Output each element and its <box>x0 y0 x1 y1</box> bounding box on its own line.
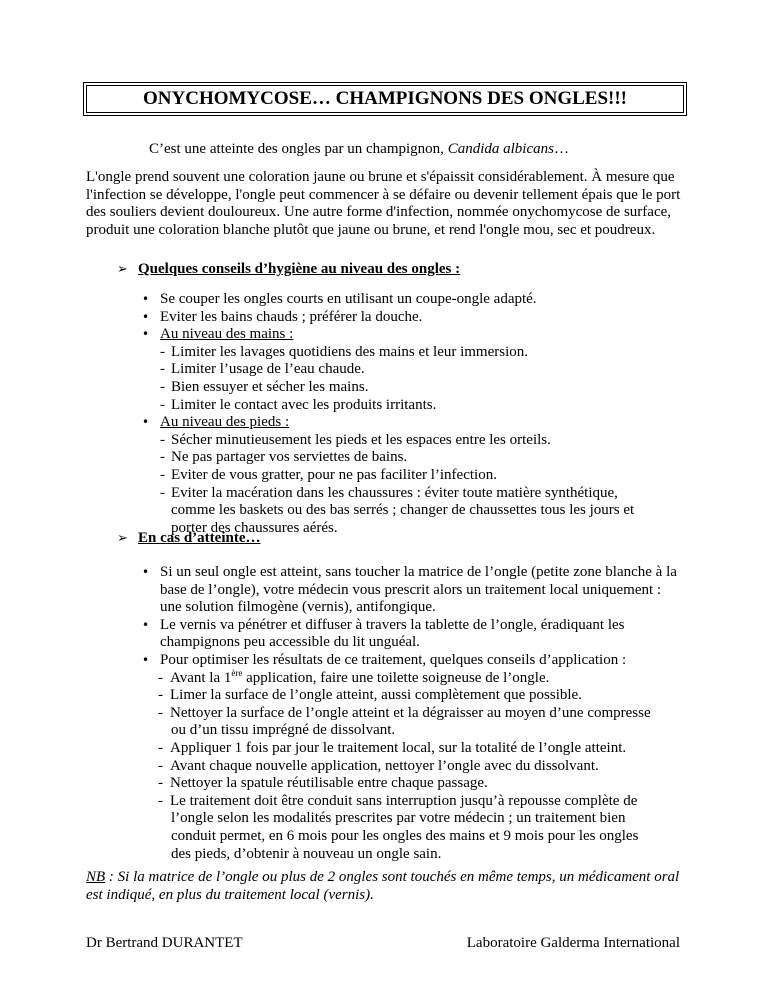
section1-heading-text: Quelques conseils d’hygiène au niveau des ongles : <box>138 261 461 277</box>
nb-text: : Si la matrice de l’ongle ou plus de 2 ongles sont touchés en même temps, un médicament oral est indiqué, en plus du traitement local (vernis). <box>86 869 680 903</box>
step-continuation: ou d’un tissu imprégné de dissolvant. <box>171 722 396 739</box>
arrow-bullet-icon: ➢ <box>117 531 128 546</box>
feet-label: Au niveau des pieds : <box>160 414 290 431</box>
intro-line <box>149 141 569 159</box>
list-item: - Limiter l’usage de l’eau chaude. <box>160 361 365 378</box>
step-continuation: l’ongle selon les modalités prescrites par votre médecin ; un traitement bien <box>171 810 626 827</box>
step-item: - Nettoyer la spatule réutilisable entre chaque passage. <box>158 775 488 792</box>
list-item: - Eviter de vous gratter, pour ne pas faciliter l’infection. <box>160 466 497 483</box>
hands-group <box>142 326 682 344</box>
list-item: • Le vernis va pénétrer et diffuser à travers la tablette de l’ongle, éradiquant les champignons peu accessible du lit unguéal. <box>142 617 682 652</box>
hygiene-list <box>142 291 682 537</box>
step-item: - Nettoyer la surface de l’ongle atteint et la dégraisser au moyen d’une compresse <box>158 704 651 721</box>
list-item: • Si un seul ongle est atteint, sans toucher la matrice de l’ongle (petite zone blanche à la base de l’ongle), votre médecin vous prescrit alors un traitement local uniquement : une solution filmogène (vernis), antifongique. <box>142 564 682 617</box>
list-item: - Limiter les lavages quotidiens des mains et leur immersion. <box>160 343 529 360</box>
step-item: - Le traitement doit être conduit sans interruption jusqu’à repousse complète de <box>158 792 638 809</box>
page-title: ONYCHOMYCOSE… CHAMPIGNONS DES ONGLES!!! <box>86 85 684 113</box>
footer-author: Dr Bertrand DURANTET <box>86 935 243 951</box>
species-name: Candida albicans <box>447 141 554 157</box>
list-item-continuation: comme les baskets ou des bas serrés ; changer de chaussettes tous les jours et <box>171 502 635 519</box>
list-item: • Eviter les bains chauds ; préférer la douche. <box>142 309 682 327</box>
section2-heading-text: En cas d’atteinte… <box>138 530 261 546</box>
list-item: - Eviter la macération dans les chaussures : éviter toute matière synthétique, <box>160 484 618 501</box>
list-item: - Sécher minutieusement les pieds et les espaces entre les orteils. <box>160 431 551 448</box>
treatment-list <box>142 564 682 863</box>
hands-label: Au niveau des mains : <box>160 326 294 343</box>
list-item: - Bien essuyer et sécher les mains. <box>160 378 369 395</box>
list-item: • Se couper les ongles courts en utilisant un coupe-ongle adapté. <box>142 291 682 309</box>
footer-lab: Laboratoire Galderma International <box>466 935 680 951</box>
feet-group <box>142 414 682 432</box>
nb-label: NB <box>86 869 106 885</box>
list-item: - Limiter le contact avec les produits irritants. <box>160 396 437 413</box>
step-continuation: des pieds, d’obtenir à nouveau un ongle sain. <box>171 845 442 862</box>
intro-ellipsis: … <box>553 141 569 157</box>
nb-note <box>86 869 686 904</box>
arrow-bullet-icon: ➢ <box>117 262 128 277</box>
intro-text: C’est une atteinte des ongles par un champignon, <box>149 141 448 157</box>
list-item-continuation: porter des chaussures aérés. <box>171 519 338 536</box>
step-item: - Avant la 1ère application, faire une toilette soigneuse de l’ongle. <box>158 667 550 686</box>
step-item: - Avant chaque nouvelle application, nettoyer l’ongle avec du dissolvant. <box>158 757 599 774</box>
list-item: • Pour optimiser les résultats de ce traitement, quelques conseils d’application : <box>142 652 682 670</box>
step-item: - Limer la surface de l’ongle atteint, aussi complètement que possible. <box>158 687 582 704</box>
step-item: - Appliquer 1 fois par jour le traitement local, sur la totalité de l’ongle atteint. <box>158 739 627 756</box>
list-item: - Ne pas partager vos serviettes de bains. <box>160 449 408 466</box>
step-continuation: conduit permet, en 6 mois pour les ongles des mains et 9 mois pour les ongles <box>171 827 639 844</box>
description-paragraph: L'ongle prend souvent une coloration jaune ou brune et s'épaissit considérablement. À mesure que l'infection se développe, l'ongle peut commencer à se défaire ou devenir tellement épais que le port des souliers devient douloureux. Une autre forme d'infection, nommée onychomycose de surface, produit une coloration blanche plutôt que jaune ou brune, et rend l'ongle mou, sec et poudreux. <box>86 169 681 238</box>
